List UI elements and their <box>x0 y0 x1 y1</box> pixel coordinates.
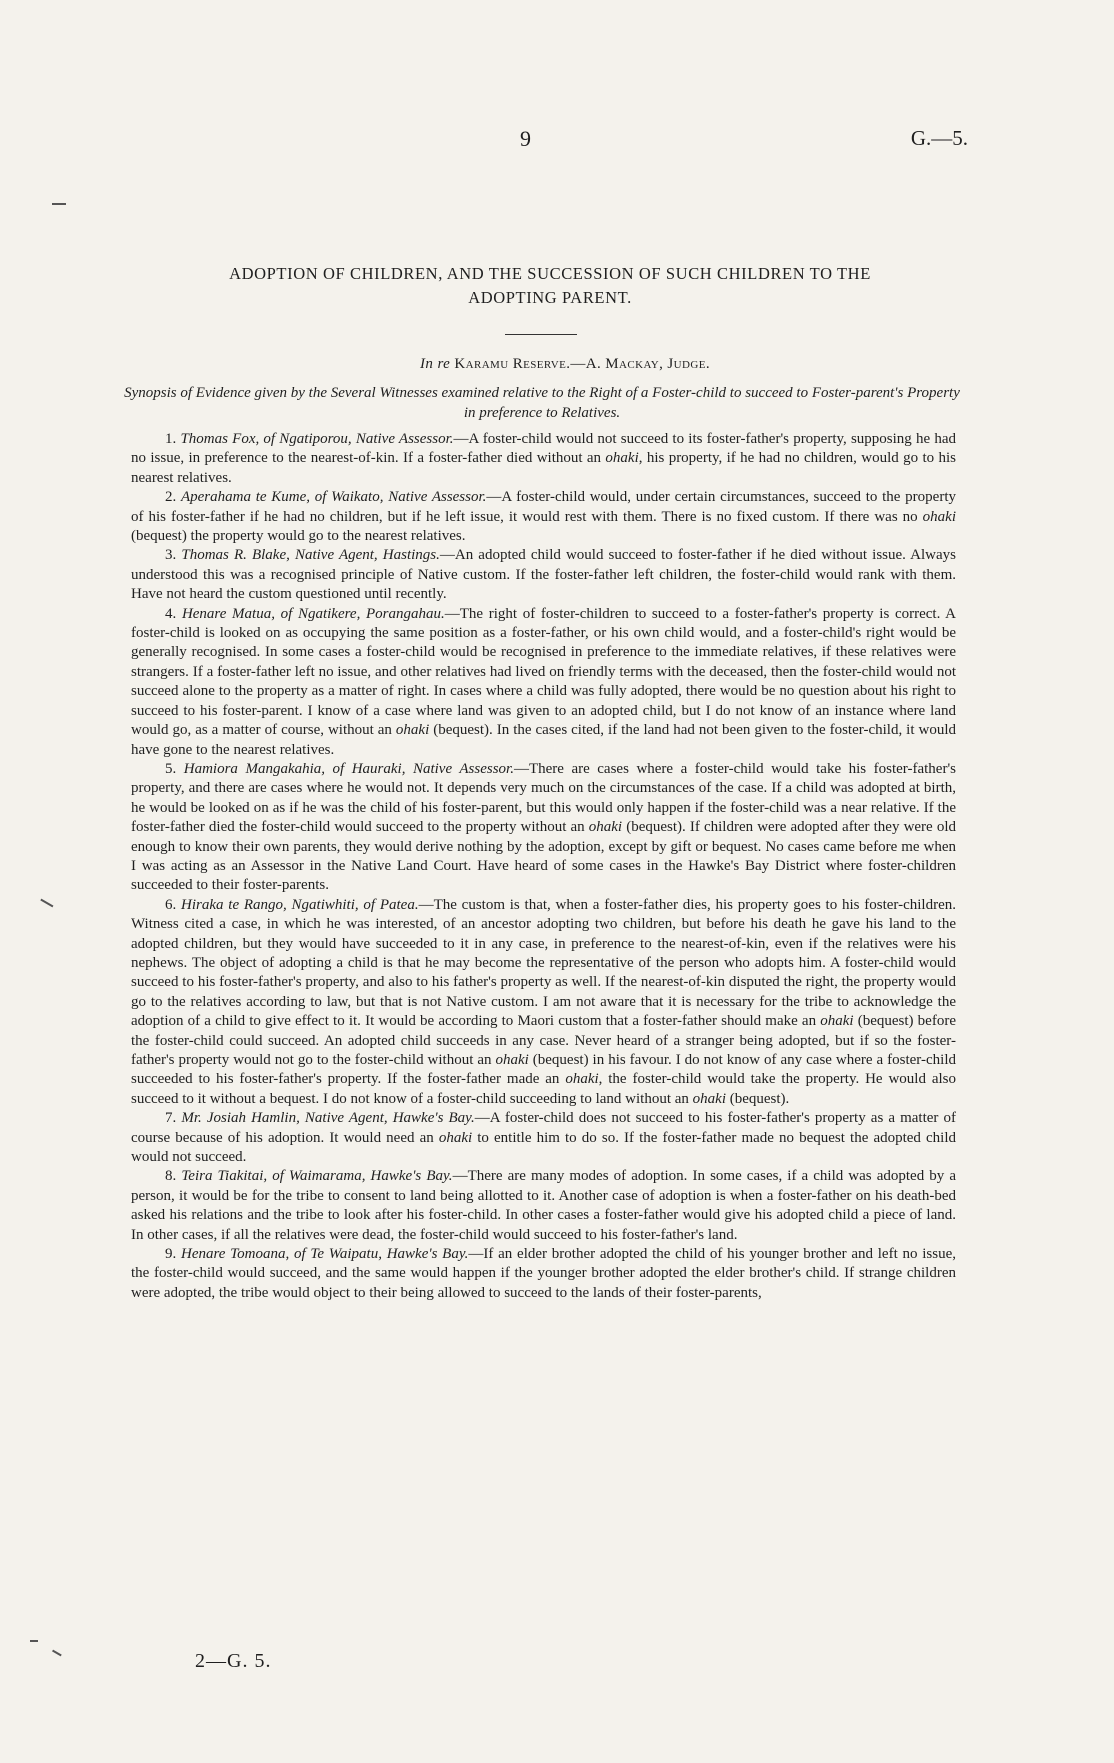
document-reference: G.—5. <box>910 126 968 150</box>
signature-mark: 2—G. 5. <box>195 1650 272 1672</box>
title-line-1: ADOPTION OF CHILDREN, AND THE SUCCESSION OF SUCH CHILDREN TO THE <box>229 264 871 283</box>
paragraph-number: 3. <box>165 547 177 564</box>
witness-name: Thomas Fox, of Ngatiporou, Native Assessor. <box>180 431 454 447</box>
paragraph-number: 7. <box>165 1110 177 1127</box>
paragraph-1 <box>131 430 956 488</box>
witness-name: Teira Tiakitai, of Waimarama, Hawke's Bay. <box>181 1168 453 1185</box>
page-number: 9 <box>520 126 531 151</box>
paragraph-text: —A foster-child would not succeed to its foster-father's property, supposing he had no issue, in preference to the nearest-of-kin. If a foster-father died without an ohaki, his property, if he had no children, would go to his nearest relatives. <box>131 431 957 486</box>
paragraph-number: 2. <box>165 489 177 506</box>
paragraph-3 <box>131 546 956 604</box>
paragraph-number: 5. <box>165 760 177 777</box>
margin-mark <box>30 1640 38 1642</box>
evidence-body <box>131 430 956 1303</box>
witness-name: Henare Tomoana, of Te Waipatu, Hawke's Bay. <box>181 1246 469 1263</box>
paragraph-4 <box>131 605 956 760</box>
title-line-2: ADOPTING PARENT. <box>468 288 632 307</box>
witness-name: Mr. Josiah Hamlin, Native Agent, Hawke's Bay. <box>181 1110 475 1127</box>
title-divider <box>505 334 577 335</box>
paragraph-text: —A foster-child would, under certain circumstances, succeed to the property of his foster-father if he had no children, but if he left issue, it would rest with them. There is no fixed custom. If there was no ohaki (bequest) the property would go to the nearest relatives. <box>131 489 956 545</box>
paragraph-9 <box>131 1245 956 1303</box>
witness-name: Aperahama te Kume, of Waikato, Native Assessor. <box>180 489 487 506</box>
paragraph-number: 9. <box>165 1246 177 1263</box>
paragraph-5 <box>131 760 956 896</box>
in-re-label: In re <box>420 356 451 372</box>
paragraph-7 <box>131 1109 956 1167</box>
margin-mark <box>52 1650 61 1656</box>
paragraph-text: —If an elder brother adopted the child of his younger brother and left no issue, the foster-child would succeed, and the same would happen if the younger brother adopted the elder brother's child. If strange children were adopted, the tribe would object to their being allowed to succeed to the lands of their foster-parents, <box>131 1246 956 1301</box>
paragraph-text: —A foster-child does not succeed to his foster-father's property as a matter of course because of his adoption. It would need an ohaki to entitle him to do so. If the foster-father made no bequest the adopted child would not succeed. <box>131 1110 957 1166</box>
reserve-name: Karamu Reserve <box>454 356 567 372</box>
margin-mark <box>41 899 54 907</box>
paragraph-2 <box>131 488 956 546</box>
paragraph-text: —The custom is that, when a foster-father dies, his property goes to his foster-children. Witness cited a case, in which he was interested, of an ancestor adopting two children, but before his death he gave his land to the adopted children, but they would have succeeded to it in any case, in preference to the nearest-of-kin, even if the relatives were his nephews. The object of adopting a child is that he may become the representative of the person who adopts him. A foster-child would succeed to his foster-father's property, and also to his father's property as well. If the nearest-of-kin disputed the right, the property would go to the relatives according to law, but that is not Native custom. I am not aware that it is necessary for the tribe to acknowledge the adoption of a child to give effect to it. It would be according to Maori custom that a foster-father should make an ohaki (bequest) before the foster-child could succeed. An adopted child succeeds in any case. Never heard of a stranger being adopted, but if so the foster-father's property would not go to the foster-child without an ohaki (bequest) in his favour. I do not know of any case where a foster-child succeeded to his foster-father's property. If the foster-father made an ohaki, the foster-child would take the property. He would also succeed to it without a bequest. I do not know of a foster-child succeeding to land without an ohaki (bequest). <box>131 896 957 1107</box>
witness-name: Thomas R. Blake, Native Agent, Hastings. <box>181 547 440 564</box>
witness-name: Henare Matua, of Ngatikere, Porangahau. <box>181 605 445 622</box>
paragraph-number: 4. <box>165 605 177 622</box>
paragraph-text: —An adopted child would succeed to foster-father if he died without issue. Always understood this was a recognised principle of Native custom. If the foster-father left children, the foster-child would rank with them. Have not heard the custom questioned until recently. <box>131 547 957 603</box>
paragraph-number: 1. <box>165 431 177 447</box>
margin-mark <box>52 203 66 205</box>
paragraph-6 <box>131 896 956 1109</box>
witness-name: Hiraka te Rango, Ngatiwhiti, of Patea. <box>181 896 419 913</box>
paragraph-number: 8. <box>165 1168 177 1185</box>
paragraph-number: 6. <box>165 896 177 913</box>
judge-name: A. Mackay, Judge <box>585 356 706 372</box>
paragraph-text: —The right of foster-children to succeed to a foster-father's property is correct. A foster-child is looked on as occupying the same position as a foster-father, or his own child would, and a foster-child's right would be generally recognised. In some cases a foster-child would be recognised in preference to the immediate relatives, if these relatives were strangers. If a foster-father left no issue, and other relatives had lived on friendly terms with the deceased, then the foster-child would not succeed alone to the property as a matter of right. In cases where a child was fully adopted, there would be no question about his right to succeed to his foster-parent. I know of a case where land was given to an adopted child, but I do not know of an instance where land would go, as a matter of course, without an ohaki (bequest). In the cases cited, if the land had not been given to the foster-child, it would have gone to the nearest relatives. <box>131 605 957 758</box>
document-title <box>150 262 950 310</box>
witness-name: Hamiora Mangakahia, of Hauraki, Native Assessor. <box>183 760 514 777</box>
synopsis: Synopsis of Evidence given by the Several Witnesses examined relative to the Right of a Foster-child to succeed to Foster-parent's Property in preference to Relatives. <box>124 385 960 421</box>
paragraph-text: —There are cases where a foster-child would take his foster-father's property, and there are cases where he would not. It depends very much on the circumstances of the case. If a child was adopted at birth, he would be looked on as if he was the child of his foster-parent, but this would only happen if the foster-child was a near relative. If the foster-father died the foster-child would succeed to the property without an ohaki (bequest). If children were adopted after they were old enough to know their own parents, they would derive nothing by the adoption, except by gift or bequest. No cases came before me when I was acting as an Assessor in the Native Land Court. Have heard of some cases in the Hawke's Bay District where foster-children succeeded to their foster-parents. <box>131 760 957 894</box>
paragraph-8 <box>131 1167 956 1245</box>
case-heading: In re Karamu Reserve.—A. Mackay, Judge. <box>420 356 710 372</box>
paragraph-text: —There are many modes of adoption. In some cases, if a child was adopted by a person, it would be for the tribe to consent to land being allotted to it. Another case of adoption is when a foster-father on his death-bed asked his relations and the tribe to look after his foster-child. In other cases a foster-father would give his adopted child a piece of land. In other cases, if all the relatives were dead, the foster-child would succeed to his foster-father's land. <box>131 1168 956 1243</box>
